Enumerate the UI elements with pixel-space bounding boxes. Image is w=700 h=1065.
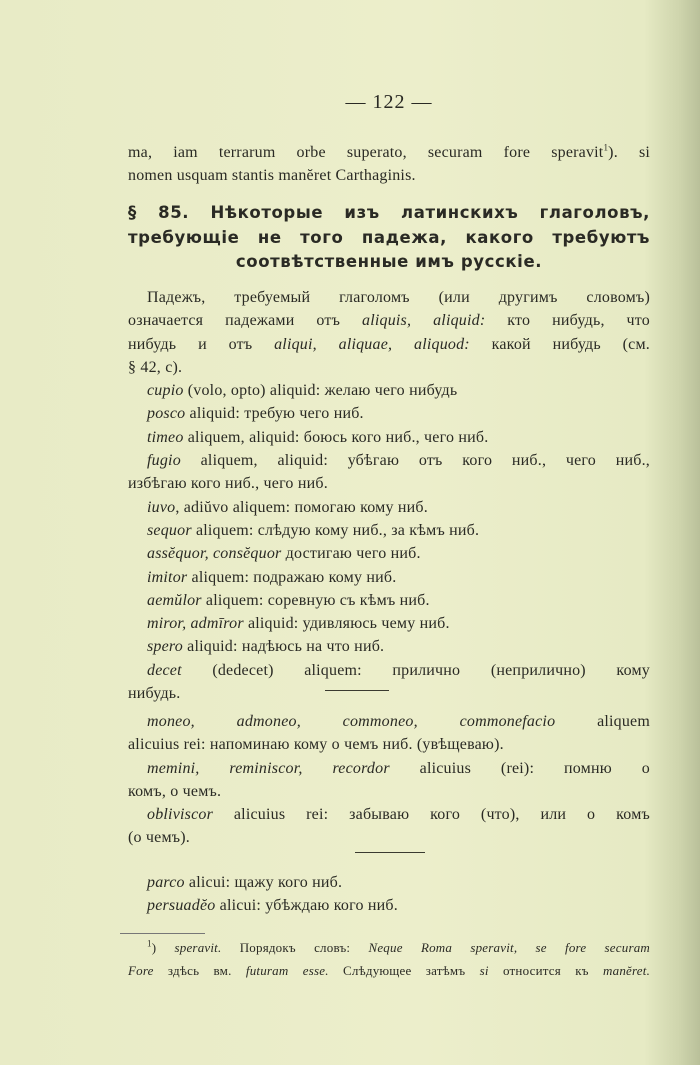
text-line [128, 164, 650, 187]
text-segment: § 85. Нѣкоторые изъ латинскихъ глаголовъ, [128, 203, 650, 222]
latin-term: manĕret. [603, 963, 651, 978]
latin-term: assĕquor, consĕquor [147, 545, 282, 563]
text-line [128, 449, 650, 472]
text-segment: какой нибудь (см. [469, 335, 651, 353]
text-segment: (volo, opto) aliquid: желаю чего нибудь [183, 382, 458, 400]
text-line [128, 402, 650, 425]
heading-line [128, 250, 650, 275]
text-line [128, 379, 650, 402]
text-segment: alicui: щажу кого ниб. [184, 874, 343, 891]
text-segment: нибудь и отъ [128, 335, 275, 353]
latin-term: memini, reminiscor, recordor [147, 759, 390, 777]
footnote-line [128, 959, 650, 982]
footnote-marker: 1 [147, 938, 152, 949]
text-line [128, 356, 650, 379]
footnote-rule [120, 933, 205, 934]
footnote [128, 936, 650, 982]
latin-term: si [479, 963, 489, 978]
text-line [128, 733, 650, 756]
text-line [128, 426, 650, 449]
latin-term: aemŭlor [147, 591, 202, 609]
text-segment: (dedecet) aliquem: прилично (неприлично) кому [181, 661, 650, 679]
text-segment: комъ, о чемъ. [128, 782, 222, 800]
text-segment: соотвѣтственные имъ русскіе. [235, 252, 543, 271]
text-segment: alicuius rei: напоминаю кому о чемъ ниб. (увѣщеваю). [128, 736, 504, 754]
text-line [128, 496, 650, 519]
text-segment: aliquid: надѣюсь на что ниб. [182, 638, 385, 656]
latin-term: iuvo [147, 498, 176, 516]
text-segment: aliquid: требую чего ниб. [185, 405, 364, 423]
text-line [128, 333, 650, 356]
text-line [128, 871, 650, 894]
text-segment: нибудь. [128, 685, 181, 703]
latin-term: sequor [147, 521, 192, 539]
text-segment: Порядокъ словъ: [221, 940, 369, 955]
text-segment: aliquem: слѣдую кому ниб., за кѣмъ ниб. [191, 521, 480, 539]
section-divider [325, 690, 389, 691]
text-segment: § 42, c). [128, 358, 183, 376]
heading-line [128, 226, 650, 251]
latin-term: spero [147, 638, 183, 656]
latin-term: obliviscor [147, 806, 213, 824]
latin-term: aliquis, aliquid: [362, 312, 486, 330]
text-segment: alicuius rei: забываю кого (что), или о комъ [213, 806, 650, 824]
text-segment: aliquem: подражаю кому ниб. [187, 568, 397, 586]
text-line [128, 566, 650, 589]
text-segment: alicui: убѣждаю кого ниб. [215, 897, 398, 915]
latin-term: posco [147, 405, 186, 423]
text-segment: достигаю чего ниб. [281, 545, 421, 563]
text-line [128, 894, 650, 917]
text-segment: alicuius (rei): помню о [389, 759, 650, 777]
text-line [128, 635, 650, 658]
footnote-line [128, 936, 650, 959]
heading-line [128, 201, 650, 226]
text-line [128, 659, 650, 682]
text-line [128, 682, 650, 705]
latin-term: moneo, admoneo, commoneo, commonefacio [147, 713, 556, 730]
latin-term: futuram esse. [245, 963, 329, 978]
text-segment: aliquem, aliquid: убѣгаю отъ кого ниб., чего ниб., [180, 452, 650, 470]
section-body-1 [128, 286, 650, 705]
text-line [128, 542, 650, 565]
text-segment: ) [151, 940, 175, 955]
latin-term: aliqui, aliquae, aliquod: [274, 335, 470, 353]
text-segment: aliquid: удивляюсь чему ниб. [243, 615, 450, 633]
section-body-2 [128, 710, 650, 850]
text-segment: Падежъ, требуемый глаголомъ (или другимъ словомъ) [147, 289, 650, 306]
text-line [128, 519, 650, 542]
latin-term: decet [147, 661, 182, 679]
latin-term: speravit. [174, 940, 222, 955]
text-line [128, 826, 650, 849]
text-line [128, 141, 650, 164]
text-line [128, 286, 650, 309]
latin-term: Neque Roma speravit, se fore securam [368, 940, 650, 955]
latin-term: timeo [147, 428, 184, 446]
text-segment: Слѣдующее затѣмъ [328, 963, 480, 978]
latin-term: Fore [128, 963, 154, 978]
text-segment: (о чемъ). [128, 829, 191, 847]
text-segment: ma, iam terrarum orbe superato, securam fore speravit [128, 144, 604, 161]
section-heading [128, 201, 650, 275]
text-segment: aliquem: соревную съ кѣмъ ниб. [201, 591, 430, 609]
text-segment: означается падежами отъ [128, 312, 363, 330]
latin-term: imitor [147, 568, 188, 586]
latin-term: fugio [147, 452, 181, 470]
text-segment: ). si [608, 144, 651, 161]
latin-term: miror, admīror [147, 615, 244, 633]
section-divider [355, 852, 425, 853]
text-segment: кто нибудь, что [485, 312, 650, 330]
text-line [128, 309, 650, 332]
text-segment: здѣсь вм. [153, 963, 246, 978]
text-segment: требующіе не того падежа, какого требуютъ [128, 227, 650, 247]
latin-term: parco [147, 874, 185, 891]
text-segment: nomen usquam stantis manĕret Carthaginis. [128, 167, 416, 185]
text-line [128, 780, 650, 803]
text-line [128, 710, 650, 733]
text-segment: , adiŭvo aliquem: помогаю кому ниб. [175, 498, 428, 516]
text-segment: избѣгаю кого ниб., чего ниб. [128, 475, 328, 493]
latin-term: persuadĕo [147, 897, 216, 915]
text-segment: aliquem, aliquid: боюсь кого ниб., чего ниб. [183, 428, 489, 446]
text-segment: aliquem [555, 713, 651, 730]
text-line [128, 472, 650, 495]
page-number: — 122 — [345, 91, 433, 113]
text-line [128, 589, 650, 612]
text-line [128, 803, 650, 826]
latin-term: cupio [147, 382, 184, 400]
text-line [128, 757, 650, 780]
section-body-3 [128, 871, 650, 918]
footnote-marker: 1 [603, 142, 609, 153]
text-segment: относится къ [488, 963, 604, 978]
continuation-text [128, 141, 650, 188]
text-line [128, 612, 650, 635]
